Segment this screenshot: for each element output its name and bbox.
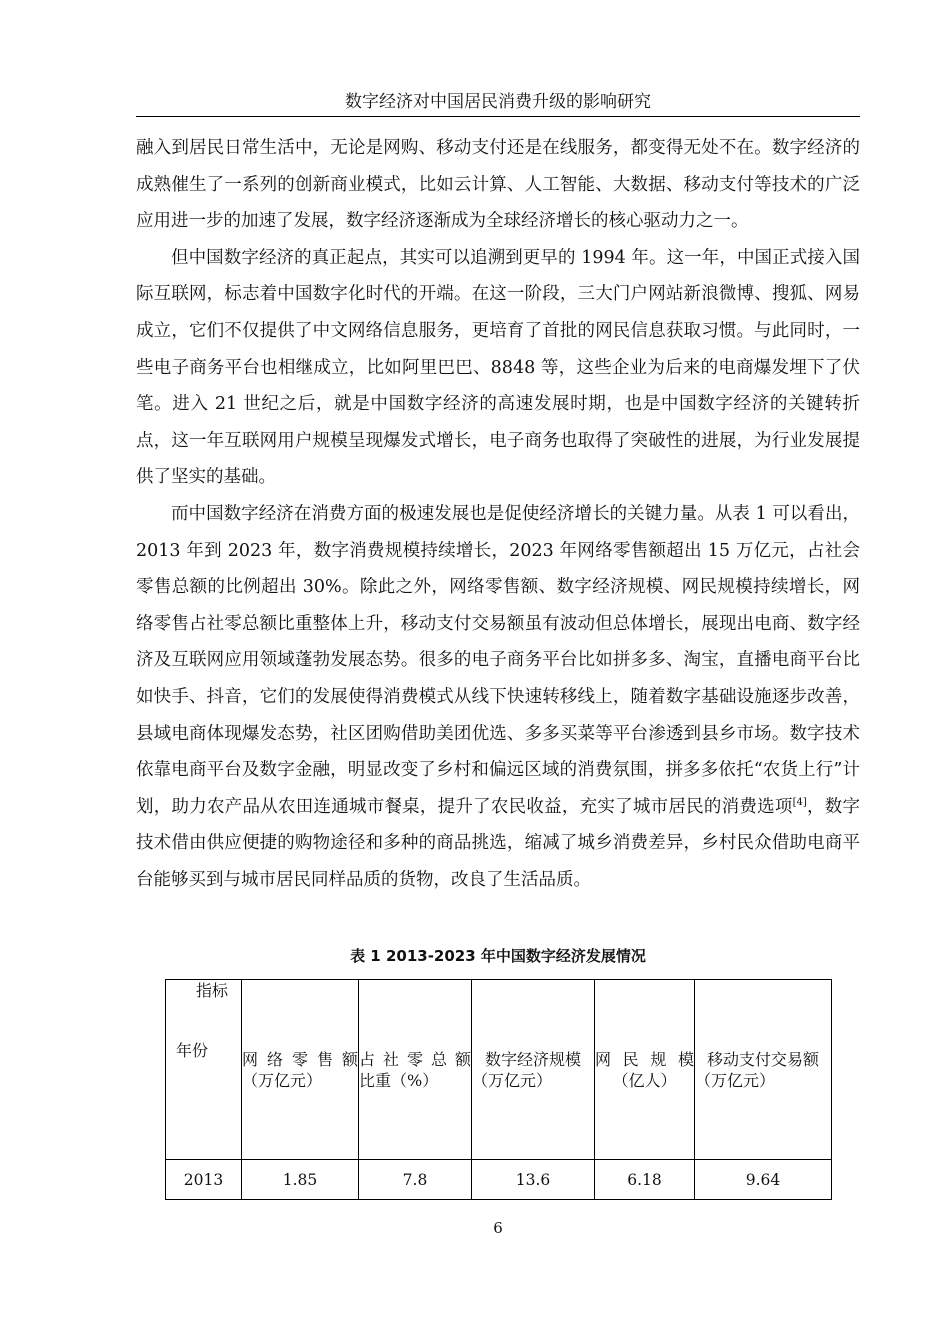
table-cell: 13.6 (472, 1160, 595, 1200)
column-unit: （亿人） (612, 1070, 677, 1090)
table-cell: 1.85 (242, 1160, 359, 1200)
table-cell-year: 2013 (166, 1160, 242, 1200)
column-header-retail-share (359, 980, 472, 1160)
data-table (165, 979, 832, 1200)
table-header-row (166, 980, 832, 1160)
running-header: 数字经济对中国居民消费升级的影响研究 (345, 92, 651, 112)
table-cell: 6.18 (595, 1160, 695, 1200)
paragraph-1: 融入到居民日常生活中，无论是网购、移动支付还是在线服务，都变得无处不在。数字经济的成熟催生了一系列的创新商业模式，比如云计算、人工智能、大数据、移动支付等技术的广泛应用进一步的加速了发展，数字经济逐渐成为全球经济增长的核心驱动力之一。 (136, 138, 860, 232)
column-name: 占社零总额 (359, 1049, 471, 1069)
column-header-online-retail (242, 980, 359, 1160)
table-cell: 7.8 (359, 1160, 472, 1200)
column-header-internet-users (595, 980, 695, 1160)
paragraph-3-text: 而中国数字经济在消费方面的极速发展也是促使经济增长的关键力量。从表 1 可以看出，2013 年到 2023 年，数字消费规模持续增长，2023 年网络零售额超出 15 万亿元，占社会零售总额的比例超出 30%。除此之外，网络零售额、数字经济规模、网民规模持续增长，网络零售占社零总额比重整体上升，移动支付交易额虽有波动但总体增长，展现出电商、数字经济及互联网应用领域蓬勃发展态势。很多的电子商务平台比如拼多多、淘宝，直播电商平台比如快手、抖音，它们的发展使得消费模式从线下快速转移线上，随着数字基础设施逐步改善，县域电商体现爆发态势，社区团购借助美团优选、多多买菜等平台渗透到县乡市场。数字技术依靠电商平台及数字金融，明显改变了乡村和偏远区域的消费氛围，拼多多依托“农货上行”计划，助力农产品从农田连通城市餐桌，提升了农民收益，充实了城市居民的消费选项 (136, 503, 860, 817)
column-unit: （万亿元） (695, 1070, 776, 1090)
table-caption: 表 1 2013-2023 年中国数字经济发展情况 (350, 947, 646, 965)
paragraph-3 (136, 496, 860, 899)
table-cell: 9.64 (695, 1160, 832, 1200)
column-unit: （万亿元） (472, 1070, 553, 1090)
header-rule (136, 116, 860, 117)
column-name: 网民规模 (595, 1049, 694, 1069)
column-header-mobile-payment (695, 980, 832, 1160)
table-corner-cell (166, 980, 242, 1160)
body-text (136, 130, 860, 898)
paragraph-3-text-cont: ，数字技术借由供应便捷的购物途径和多种的商品挑选，缩减了城乡消费差异，乡村民众借助电商平台能够买到与城市居民同样品质的货物，改良了生活品质。 (136, 796, 861, 890)
citation-marker[interactable]: [4] (792, 796, 807, 808)
table-row (166, 1160, 832, 1200)
column-header-digital-economy (472, 980, 595, 1160)
page-number: 6 (493, 1219, 503, 1237)
corner-label-year: 年份 (176, 1041, 209, 1060)
column-name: 数字经济规模 (484, 1049, 581, 1069)
column-name: 移动支付交易额 (706, 1049, 819, 1069)
column-unit: 比重（%） (359, 1070, 439, 1090)
paragraph-2: 但中国数字经济的真正起点，其实可以追溯到更早的 1994 年。这一年，中国正式接入国际互联网，标志着中国数字化时代的开端。在这一阶段，三大门户网站新浪微博、搜狐、网易成立，它们不仅提供了中文网络信息服务，更培育了首批的网民信息获取习惯。与此同时，一些电子商务平台也相继成立，比如阿里巴巴、8848 等，这些企业为后来的电商爆发埋下了伏笔。进入 21 世纪之后，就是中国数字经济的高速发展时期，也是中国数字经济的关键转折点，这一年互联网用户规模呈现爆发式增长，电子商务也取得了突破性的进展，为行业发展提供了坚实的基础。 (136, 247, 860, 488)
corner-label-indicator: 指标 (196, 981, 229, 1000)
column-unit: （万亿元） (242, 1070, 323, 1090)
column-name: 网络零售额 (242, 1049, 358, 1069)
